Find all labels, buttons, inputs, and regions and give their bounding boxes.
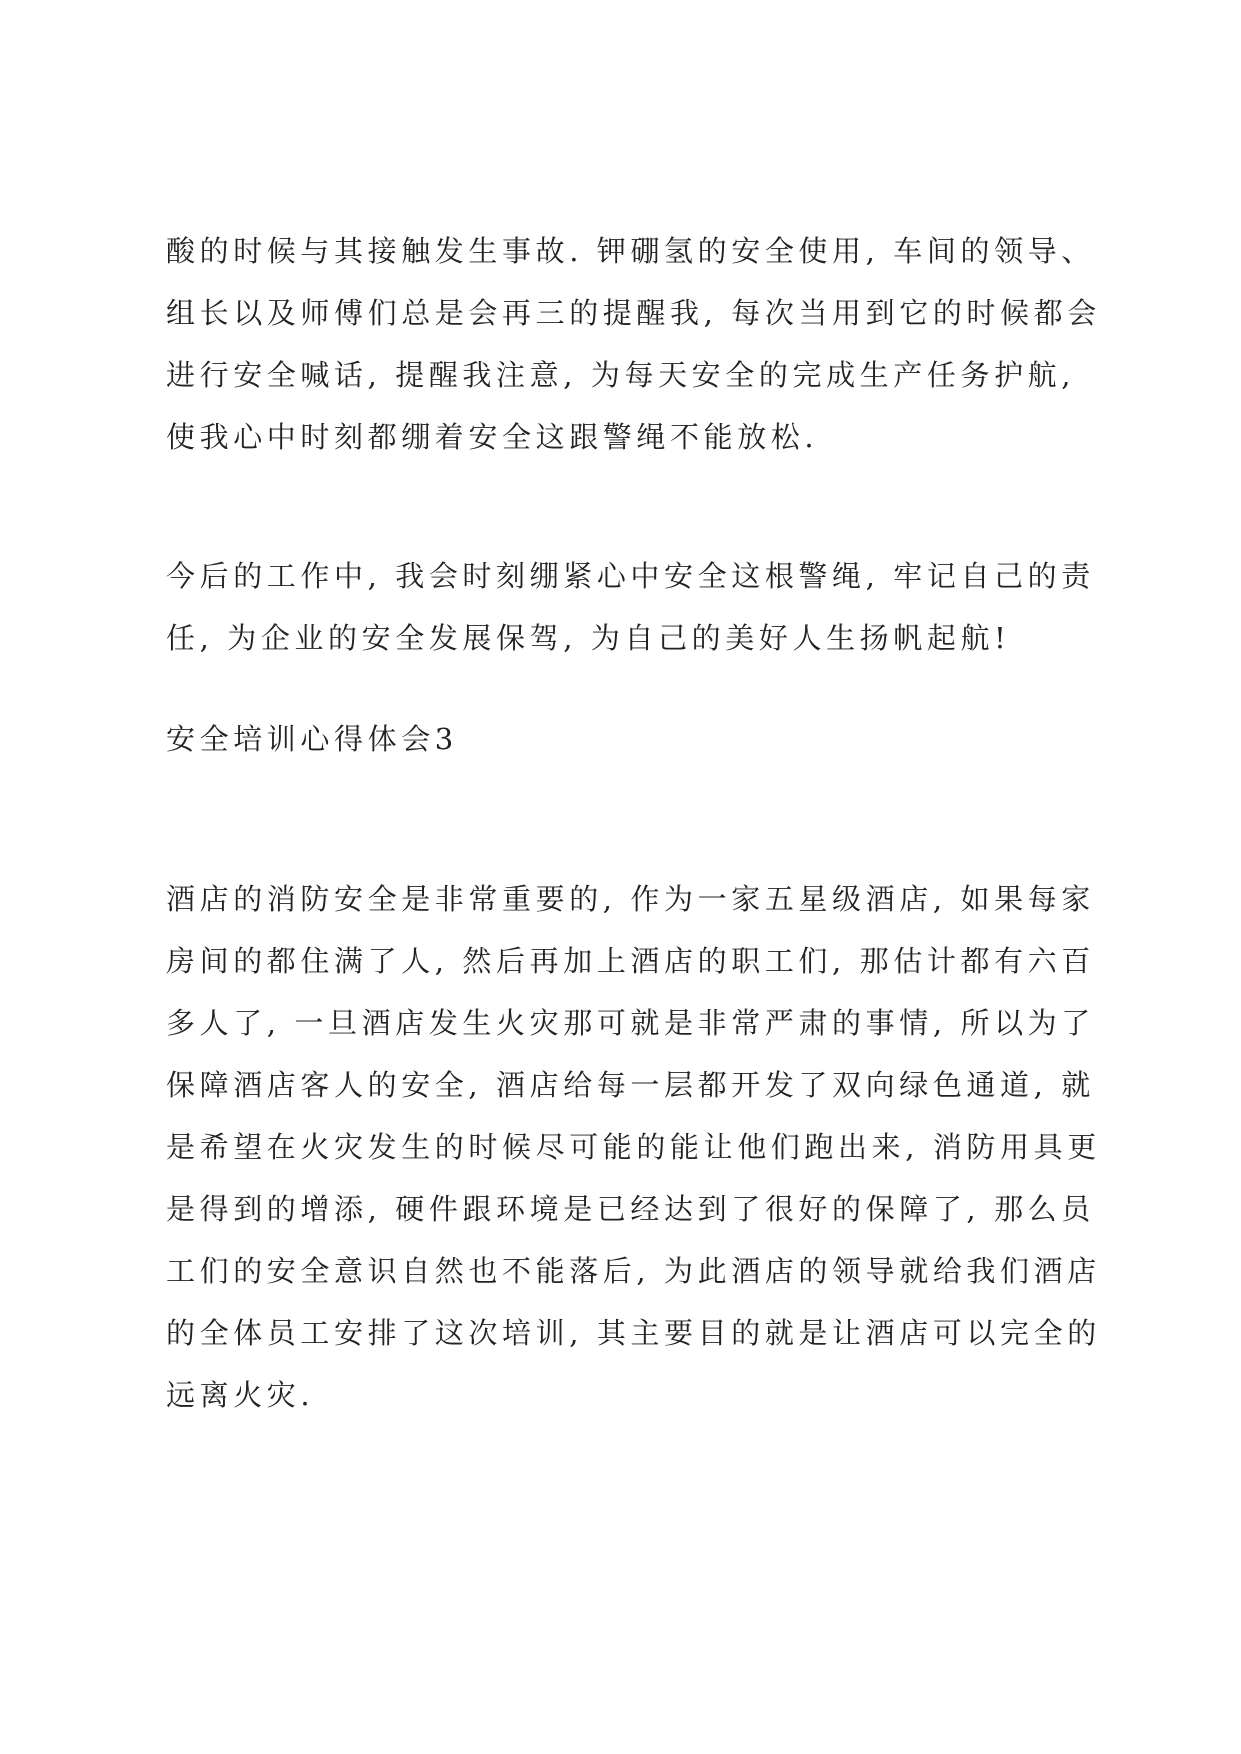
- paragraph-line: 进行安全喊话, 提醒我注意, 为每天安全的完成生产任务护航,: [166, 358, 1076, 392]
- paragraph-line: 酸的时候与其接触发生事故. 钾硼氢的安全使用, 车间的领导、: [166, 234, 1095, 268]
- paragraph-line: 是希望在火灾发生的时候尽可能的能让他们跑出来, 消防用具更: [166, 1130, 1101, 1164]
- paragraph-line: 房间的都住满了人, 然后再加上酒店的职工们, 那估计都有六百: [166, 944, 1095, 978]
- paragraph-line: 任, 为企业的安全发展保驾, 为自己的美好人生扬帆起航!: [166, 621, 1011, 655]
- paragraph-1: [166, 220, 1101, 468]
- section-heading-text: 安全培训心得体会3: [166, 722, 458, 756]
- paragraph-line: 组长以及师傅们总是会再三的提醒我, 每次当用到它的时候都会: [166, 296, 1101, 330]
- paragraph-line: 使我心中时刻都绷着安全这跟警绳不能放松.: [166, 420, 819, 454]
- paragraph-line: 的全体员工安排了这次培训, 其主要目的就是让酒店可以完全的: [166, 1316, 1101, 1350]
- paragraph-line: 工们的安全意识自然也不能落后, 为此酒店的领导就给我们酒店: [166, 1254, 1101, 1288]
- paragraph-line: 保障酒店客人的安全, 酒店给每一层都开发了双向绿色通道, 就: [166, 1068, 1095, 1102]
- section-heading: [166, 708, 1096, 770]
- paragraph-line: 是得到的增添, 硬件跟环境是已经达到了很好的保障了, 那么员: [166, 1192, 1095, 1226]
- paragraph-line: 酒店的消防安全是非常重要的, 作为一家五星级酒店, 如果每家: [166, 882, 1095, 916]
- paragraph-3: [166, 868, 1101, 1426]
- paragraph-line: 今后的工作中, 我会时刻绷紧心中安全这根警绳, 牢记自己的责: [166, 559, 1095, 593]
- paragraph-2: [166, 545, 1096, 669]
- paragraph-line: 远离火灾.: [166, 1378, 315, 1412]
- paragraph-line: 多人了, 一旦酒店发生火灾那可就是非常严肃的事情, 所以为了: [166, 1006, 1095, 1040]
